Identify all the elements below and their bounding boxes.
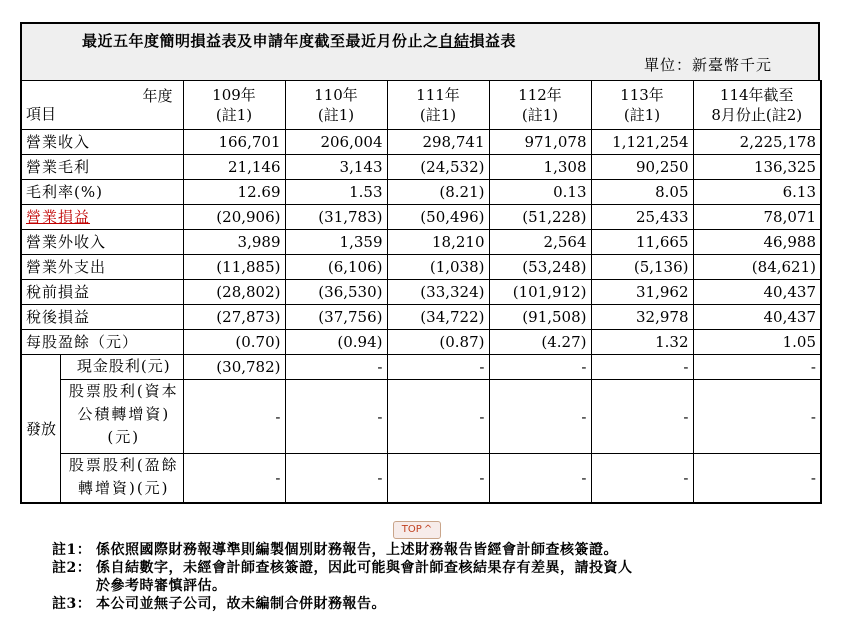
footnote-continuation: 於參考時審慎評估。 [96,578,227,594]
value-cell: (28,802) [183,280,285,305]
dividend-row-cash [21,355,821,380]
dividend-label-retained-earnings: 股票股利(盈餘轉增資)(元) [68,456,179,497]
statement-row [21,205,821,230]
value-cell: 0.13 [489,180,591,205]
value-cell: - [387,380,489,454]
value-cell: 18,210 [387,230,489,255]
statement-row [21,330,821,355]
value-cell: 8.05 [591,180,693,205]
value-cell: (27,873) [183,305,285,330]
row-label: 毛利率(%) [21,180,183,205]
value-cell: - [489,454,591,504]
value-cell: (0.94) [285,330,387,355]
statement-row [21,280,821,305]
footnote: 註1： 係依照國際財務報導準則編製個別財務報告，上述財務報告皆經會計師查核簽證。 [52,542,618,558]
value-cell: 206,004 [285,130,387,155]
value-cell: (0.87) [387,330,489,355]
value-cell: 2,225,178 [693,130,821,155]
value-cell: - [285,355,387,380]
value-cell: - [591,355,693,380]
value-cell: 21,146 [183,155,285,180]
value-cell: 2,564 [489,230,591,255]
value-cell: (31,783) [285,205,387,230]
value-cell: - [387,454,489,504]
row-label: 營業外支出 [21,255,183,280]
value-cell: - [693,380,821,454]
value-cell: (11,885) [183,255,285,280]
value-cell: 1.05 [693,330,821,355]
value-cell: - [285,454,387,504]
dividend-label-capital-surplus: 股票股利(資本公積轉增資)(元) [61,380,183,454]
year-header: 110年 (註1) [285,81,387,130]
statement-row [21,255,821,280]
value-cell: 25,433 [591,205,693,230]
value-cell: - [183,380,285,454]
value-cell: - [591,454,693,504]
header-row [21,81,821,130]
value-cell: - [285,380,387,454]
value-cell: 12.69 [183,180,285,205]
value-cell: (0.70) [183,330,285,355]
income-statement-panel [20,22,820,504]
currency-unit: 單位：新臺幣千元 [643,56,772,74]
row-label: 稅後損益 [21,305,183,330]
value-cell: - [591,380,693,454]
item-column-label: 項目 [26,105,57,123]
value-cell: - [693,454,821,504]
value-cell: (37,756) [285,305,387,330]
value-cell: 40,437 [693,280,821,305]
footnotes [52,541,633,613]
header-corner [21,81,183,130]
value-cell: (24,532) [387,155,489,180]
value-cell: (1,038) [387,255,489,280]
year-header: 113年 (註1) [591,81,693,130]
value-cell: 1.53 [285,180,387,205]
value-cell: (50,496) [387,205,489,230]
statement-row [21,155,821,180]
back-to-top-button[interactable]: TOP ^ [393,521,441,539]
caret-up-icon: ^ [423,524,433,535]
value-cell: (20,906) [183,205,285,230]
row-label: 營業毛利 [21,155,183,180]
income-statement-table [20,80,822,504]
value-cell: - [693,355,821,380]
value-cell: 3,143 [285,155,387,180]
row-label: 營業外收入 [21,230,183,255]
value-cell: (51,228) [489,205,591,230]
value-cell: - [489,380,591,454]
value-cell: 166,701 [183,130,285,155]
value-cell: - [183,454,285,504]
dividend-group-label: 發放 [22,355,61,502]
value-cell: (33,324) [387,280,489,305]
value-cell: (6,106) [285,255,387,280]
table-caption [20,22,820,80]
value-cell: 1,121,254 [591,130,693,155]
year-header: 111年 (註1) [387,81,489,130]
value-cell: (53,248) [489,255,591,280]
row-label: 營業損益 [21,205,183,230]
value-cell: 40,437 [693,305,821,330]
value-cell: 31,962 [591,280,693,305]
value-cell: 32,978 [591,305,693,330]
statement-row [21,305,821,330]
value-cell: (101,912) [489,280,591,305]
value-cell: 6.13 [693,180,821,205]
value-cell: 1,308 [489,155,591,180]
year-column-label: 年度 [142,87,173,105]
value-cell: 3,989 [183,230,285,255]
value-cell: (8.21) [387,180,489,205]
value-cell: 11,665 [591,230,693,255]
year-header: 109年 (註1) [183,81,285,130]
value-cell: - [387,355,489,380]
row-label: 稅前損益 [21,280,183,305]
statement-row [21,130,821,155]
value-cell: (30,782) [183,355,285,380]
footnote: 註2： 係自結數字，未經會計師查核簽證，因此可能與會計師查核結果存有差異，請投資人 [52,560,633,576]
year-header: 112年 (註1) [489,81,591,130]
value-cell: (84,621) [693,255,821,280]
row-label: 每股盈餘（元） [21,330,183,355]
year-header: 114年截至 8月份止(註2) [693,81,821,130]
value-cell: (5,136) [591,255,693,280]
footnote: 註3： 本公司並無子公司，故未編制合併財務報告。 [52,596,386,612]
value-cell: (4.27) [489,330,591,355]
value-cell: (36,530) [285,280,387,305]
value-cell: 1.32 [591,330,693,355]
row-label: 營業收入 [21,130,183,155]
value-cell: (34,722) [387,305,489,330]
value-cell: (91,508) [489,305,591,330]
value-cell: 971,078 [489,130,591,155]
value-cell: 46,988 [693,230,821,255]
value-cell: - [489,355,591,380]
statement-row [21,230,821,255]
value-cell: 298,741 [387,130,489,155]
dividend-label-cash: 現金股利(元) [61,355,183,380]
value-cell: 1,359 [285,230,387,255]
statement-row [21,180,821,205]
value-cell: 136,325 [693,155,821,180]
table-title: 最近五年度簡明損益表及申請年度截至最近月份止之自結損益表 [82,32,517,50]
value-cell: 90,250 [591,155,693,180]
value-cell: 78,071 [693,205,821,230]
